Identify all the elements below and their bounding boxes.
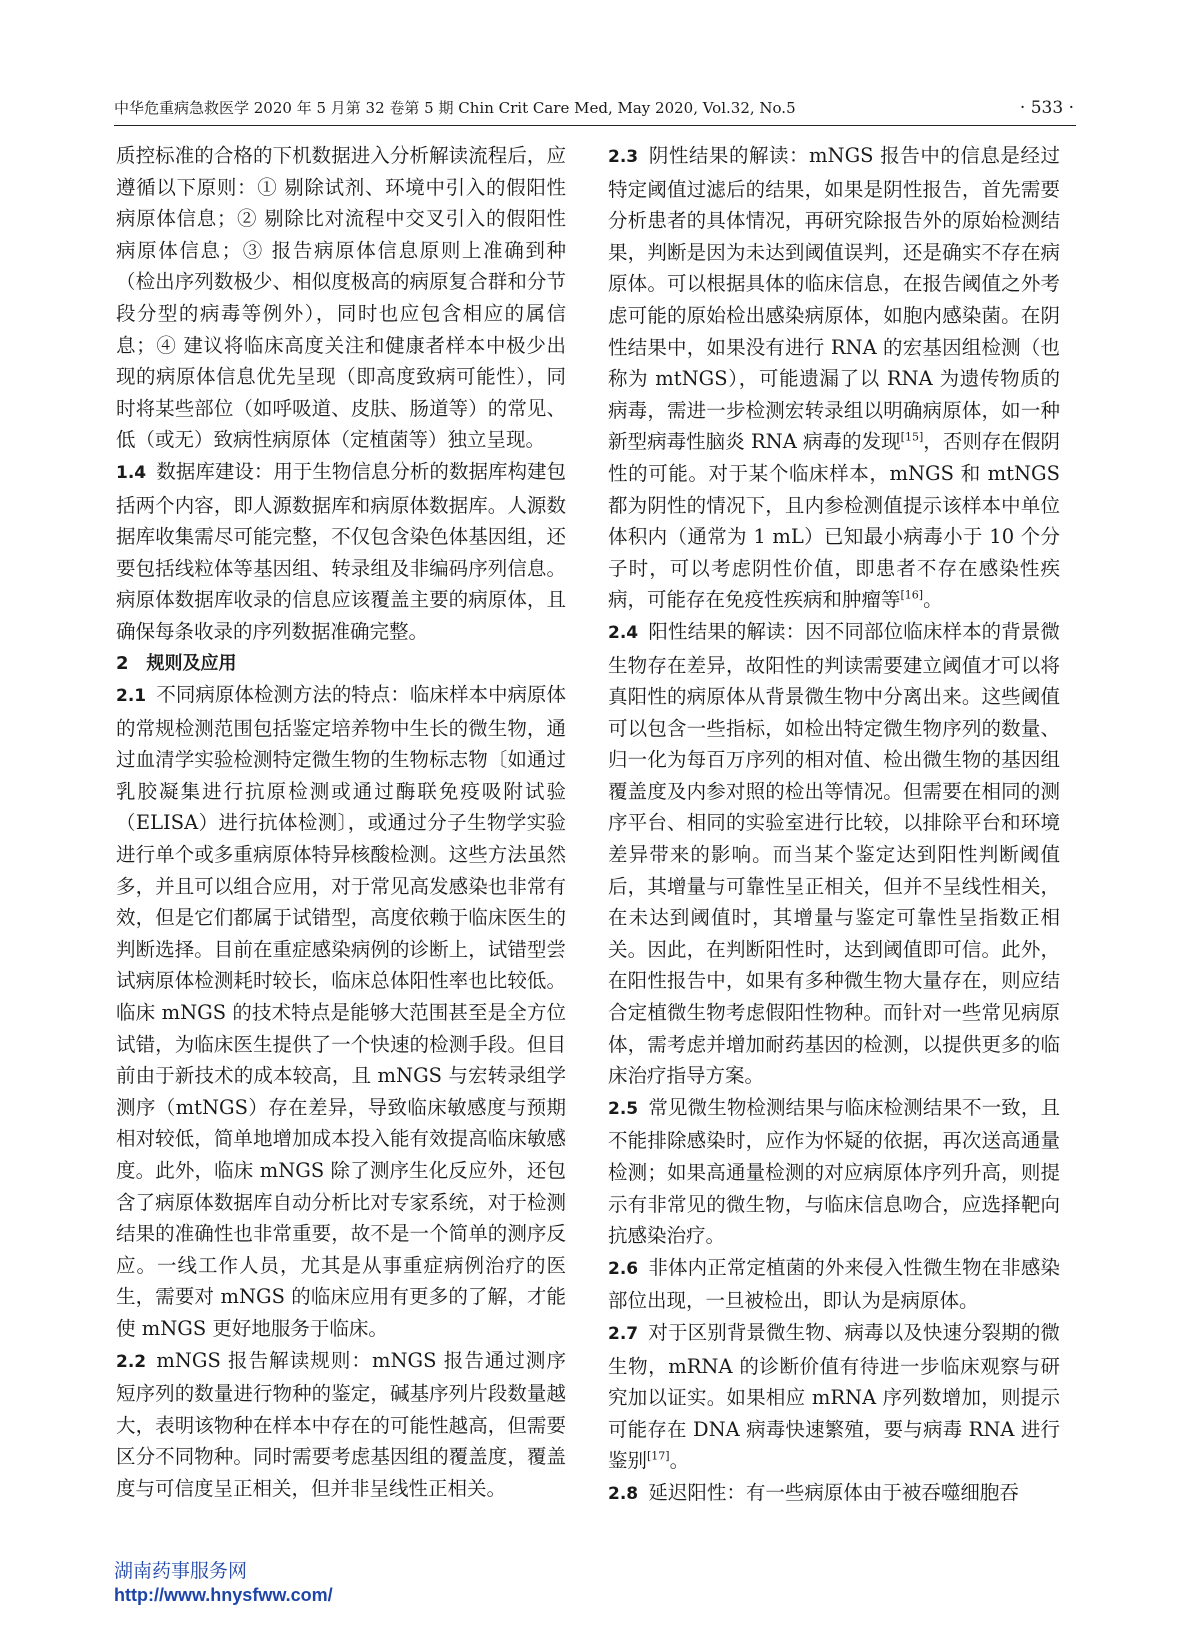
section-number: 2.5 [608,1098,639,1119]
section-text: 延迟阳性：有一些病原体由于被吞噬细胞吞 [648,1480,1019,1504]
watermark-footer [114,1560,333,1606]
section-2-8 [608,1477,1060,1511]
section-2-3 [608,140,1060,616]
section-text: 阳性结果的解读：因不同部位临床样本的背景微生物存在差异，故阳性的判读需要建立阈值才可以将真阳性的病原体从背景微生物中分离出来。这些阈值可以包含一些指标，如检出特定微生物序列的数量、归一化为每百万序列的相对值、检出微生物的基因组覆盖度及内参对照的检出等情况。但需要在相同的测序平台、相同的实验室进行比较，以排除平台和环境差异带来的影响。而当某个鉴定达到阳性判断阈值后，其增量与可靠性呈正相关，但并不呈线性相关，在未达到阈值时，其增量与鉴定可靠性呈指数正相关。因此，在判断阳性时，达到阈值即可信。此外，在阳性报告中，如果有多种微生物大量存在，则应结合定植微生物考虑假阳性物种。而针对一些常见病原体，需考虑并增加耐药基因的检测，以提供更多的临床治疗指导方案。 [608,619,1060,1088]
citation-ref[interactable]: [16] [900,588,924,602]
section-number: 2.2 [116,1351,147,1372]
section-text: 非体内正常定植菌的外来侵入性微生物在非感染部位出现，一旦被检出，即认为是病原体。 [608,1255,1060,1313]
right-column [608,140,1060,1511]
section-text: 。 [669,1449,690,1473]
section-number: 2.3 [608,147,639,167]
section-2-5 [608,1092,1060,1252]
section-text: 不同病原体检测方法的特点：临床样本中病原体的常规检测范围包括鉴定培养物中生长的微生物，通过血清学实验检测特定微生物的生物标志物〔如通过乳胶凝集进行抗原检测或通过酶联免疫吸附试验（ELISA）进行抗体检测〕，或通过分子生物学实验进行单个或多重病原体特异核酸检测。这些方法虽然多，并且可以组合应用，对于常见高发感染也非常有效，但是它们都属于试错型，高度依赖于临床医生的判断选择。目前在重症感染病例的诊断上，试错型尝试病原体检测耗时较长，临床总体阳性率也比较低。临床 mNGS 的技术特点是能够大范围甚至是全方位试错，为临床医生提供了一个快速的检测手段。但目前由于新技术的成本较高，且 mNGS 与宏转录组学测序（mtNGS）存在差异，导致临床敏感度与预期相对较低，简单地增加成本投入能有效提高临床敏感度。此外，临床 mNGS 除了测序生化反应外，还包含了病原体数据库自动分析比对专家系统，对于检测结果的准确性也非常重要，故不是一个简单的测序反应。一线工作人员，尤其是从事重症病例治疗的医生，需要对 mNGS 的临床应用有更多的了解，才能使 mNGS 更好地服务于临床。 [116,683,566,1340]
section-text: 数据库建设：用于生物信息分析的数据库构建包括两个内容，即人源数据库和病原体数据库。人源数据库收集需尽可能完整，不仅包含染色体基因组，还要包括线粒体等基因组、转录组及非编码序列信息。病原体数据库收录的信息应该覆盖主要的病原体，且确保每条收录的序列数据准确完整。 [116,459,566,643]
section-number: 2.6 [608,1258,639,1279]
section-2-6 [608,1252,1060,1317]
section-2-1 [116,679,566,1344]
site-name: 湖南药事服务网 [114,1561,248,1582]
page-number: · 533 · [1019,98,1074,118]
section-text: 常见微生物检测结果与临床检测结果不一致，且不能排除感染时，应作为怀疑的依据，再次送高通量检测；如果高通量检测的对应病原体序列升高，则提示有非常见的微生物，与临床信息吻合，应选择靶向抗感染治疗。 [608,1095,1060,1248]
section-number: 2.8 [608,1483,639,1504]
section-number: 1.4 [116,462,147,483]
citation-ref[interactable]: [15] [900,430,924,444]
header-rule [114,125,1076,126]
section-heading-2: 2 规则及应用 [116,652,237,674]
section-text: 。 [923,588,943,612]
section-1-4 [116,456,566,648]
left-column [116,140,566,1505]
site-url-link[interactable]: http://www.hnysfww.com/ [114,1585,333,1605]
section-number: 2.7 [608,1323,639,1344]
citation-ref[interactable]: [17] [647,1449,670,1463]
section-text: 阴性结果的解读：mNGS 报告中的信息是经过特定阈值过滤后的结果，如果是阴性报告，首先需要分析患者的具体情况，再研究除报告外的原始检测结果，判断是因为未达到阈值误判，还是确实不存在病原体。可以根据具体的临床信息，在报告阈值之外考虑可能的原始检出感染病原体，如胞内感染菌。在阴性结果中，如果没有进行 RNA 的宏基因组检测（也称为 mtNGS），可能遗漏了以 RNA 为遗传物质的病毒，需进一步检测宏转录组以明确病原体，如一种新型病毒性脑炎 RNA 病毒的发现 [608,144,1060,454]
section-2-4 [608,616,1060,1092]
section-2-7 [608,1317,1060,1477]
section-text: mNGS 报告解读规则：mNGS 报告通过测序短序列的数量进行物种的鉴定，碱基序列片段数量越大，表明该物种在样本中存在的可能性越高，但需要区分不同物种。同时需要考虑基因组的覆盖度，覆盖度与可信度呈正相关，但并非呈线性正相关。 [116,1348,566,1500]
section-number: 2.4 [608,622,639,643]
section-number: 2.1 [116,686,147,707]
running-header [114,94,1074,122]
paragraph-principles: 质控标准的合格的下机数据进入分析解读流程后，应遵循以下原则：① 剔除试剂、环境中引入的假阳性病原体信息；② 剔除比对流程中交叉引入的假阳性病原体信息；③ 报告病原体信息原则上准确到种（检出序列数极少、相似度极高的病原复合群和分节段分型的病毒等例外），同时也应包含相应的属信息；④ 建议将临床高度关注和健康者样本中极少出现的病原体信息优先呈现（即高度致病可能性），同时将某些部位（如呼吸道、皮肤、肠道等）的常见、低（或无）致病性病原体（定植菌等）独立呈现。 [116,144,566,452]
journal-citation: 中华危重病急救医学 2020 年 5 月第 32 卷第 5 期 Chin Crit Care Med, May 2020, Vol.32, No.5 [114,99,796,117]
section-2-2 [116,1345,566,1505]
section-text: ，否则存在假阴性的可能。对于某个临床样本，mNGS 和 mtNGS 都为阴性的情况下，且内参检测值提示该样本中单位体积内（通常为 1 mL）已知最小病毒小于 10 个分子时，可以考虑阴性价值，即患者不存在感染性疾病，可能存在免疫性疾病和肿瘤等 [608,430,1060,612]
section-text: 对于区别背景微生物、病毒以及快速分裂期的微生物，mRNA 的诊断价值有待进一步临床观察与研究加以证实。如果相应 mRNA 序列数增加，则提示可能存在 DNA 病毒快速繁殖，要与病毒 RNA 进行鉴别 [608,1320,1060,1473]
